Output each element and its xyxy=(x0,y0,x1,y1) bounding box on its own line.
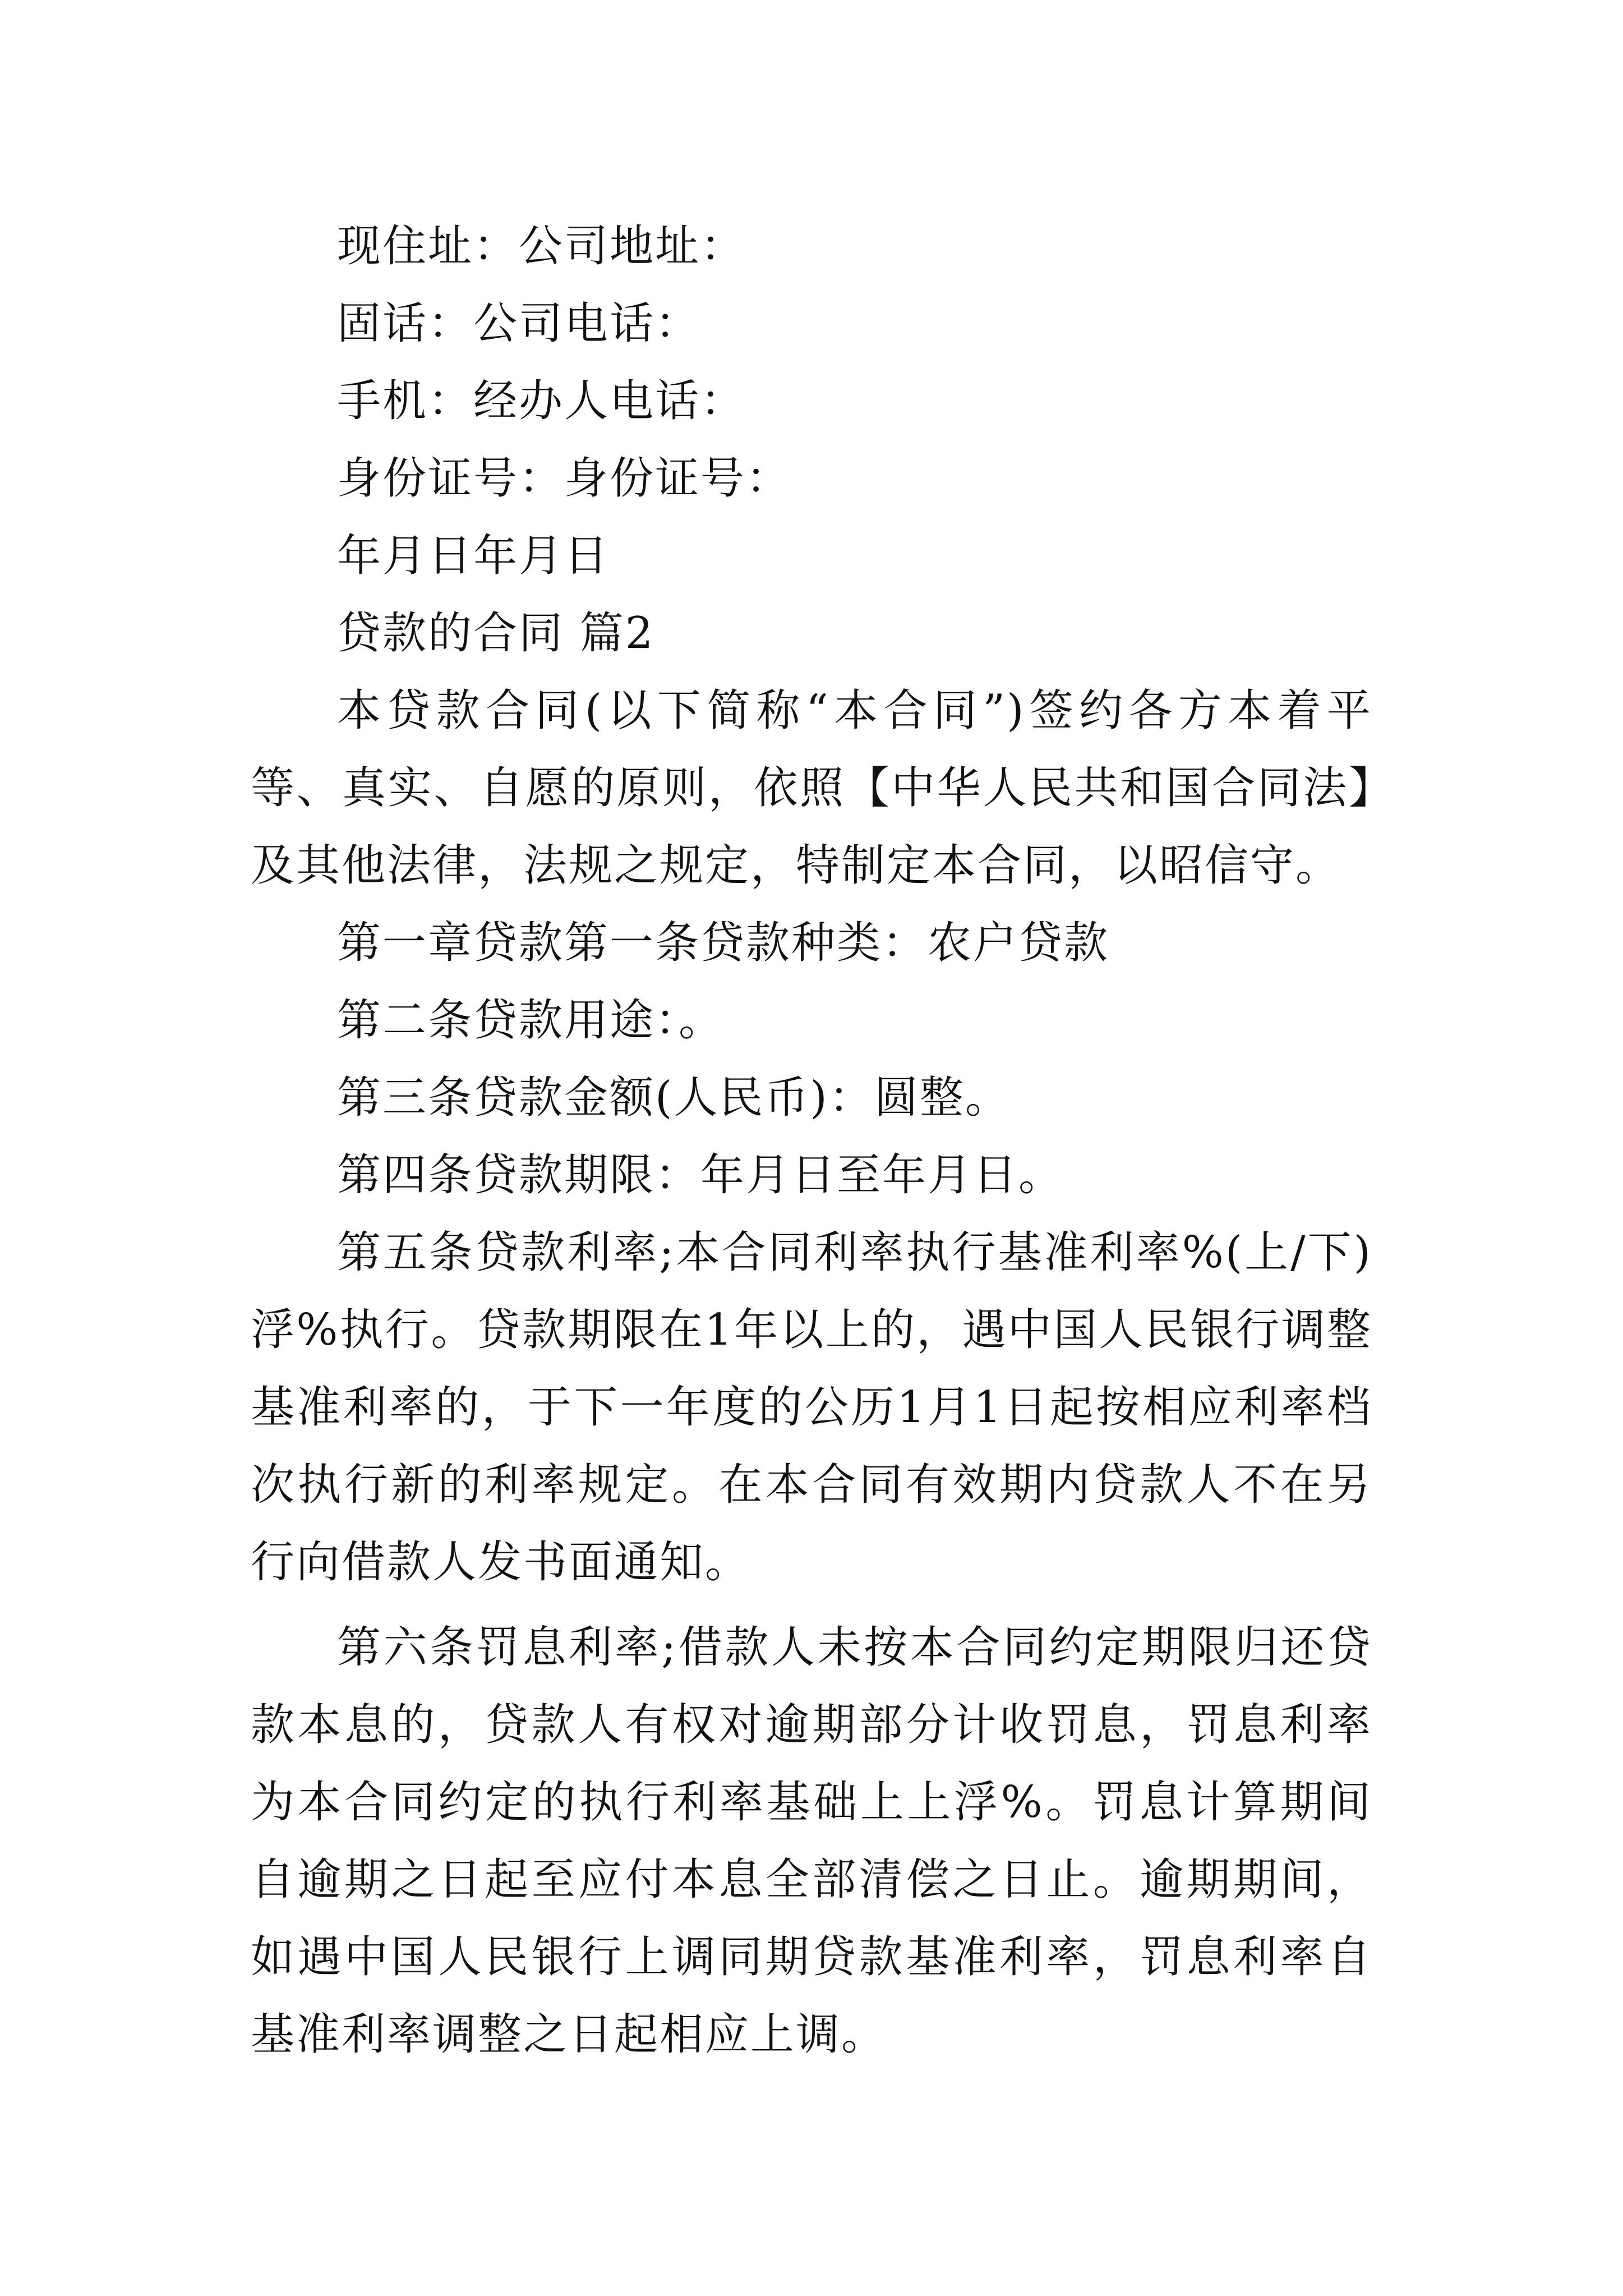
paragraph-article-4: 第四条贷款期限：年月日至年月日。 xyxy=(337,1150,1064,1200)
paragraph-article-1: 第一章贷款第一条贷款种类：农户贷款 xyxy=(337,918,1110,968)
paragraph-dates: 年月日年月日 xyxy=(337,531,610,581)
paragraph-current-address: 现住址：公司地址： xyxy=(337,221,746,272)
paragraph-preamble: 本贷款合同(以下简称“本合同”)签约各方本着平等、真实、自愿的原则，依照【中华人民共和国合同法】及其他法律，法规之规定，特制定本合同，以昭信守。 xyxy=(251,685,1372,891)
paragraph-article-2: 第二条贷款用途：。 xyxy=(337,995,725,1046)
paragraph-article-3: 第三条贷款金额(人民币)：圆整。 xyxy=(337,1073,1011,1123)
paragraph-mobile: 手机：经办人电话： xyxy=(337,376,746,426)
paragraph-id-number: 身份证号：身份证号： xyxy=(337,453,792,504)
paragraph-landline: 固话：公司电话： xyxy=(337,298,701,349)
document-body xyxy=(251,208,1372,2073)
paragraph-article-6: 第六条罚息利率;借款人未按本合同约定期限归还贷款本息的，贷款人有权对逾期部分计收罚息，罚息利率为本合同约定的执行利率基础上上浮%。罚息计算期间自逾期之日起至应付本息全部清偿之日止。逾期期间，如遇中国人民银行上调同期贷款基准利率，罚息利率自基准利率调整之日起相应上调。 xyxy=(251,1622,1372,2060)
section-heading: 贷款的合同 篇2 xyxy=(337,608,655,659)
paragraph-article-5: 第五条贷款利率;本合同利率执行基准利率%(上/下)浮%执行。贷款期限在1年以上的，遇中国人民银行调整基准利率的，于下一年度的公历1月1日起按相应利率档次执行新的利率规定。在本合同有效期内贷款人不在另行向借款人发书面通知。 xyxy=(251,1227,1372,1588)
